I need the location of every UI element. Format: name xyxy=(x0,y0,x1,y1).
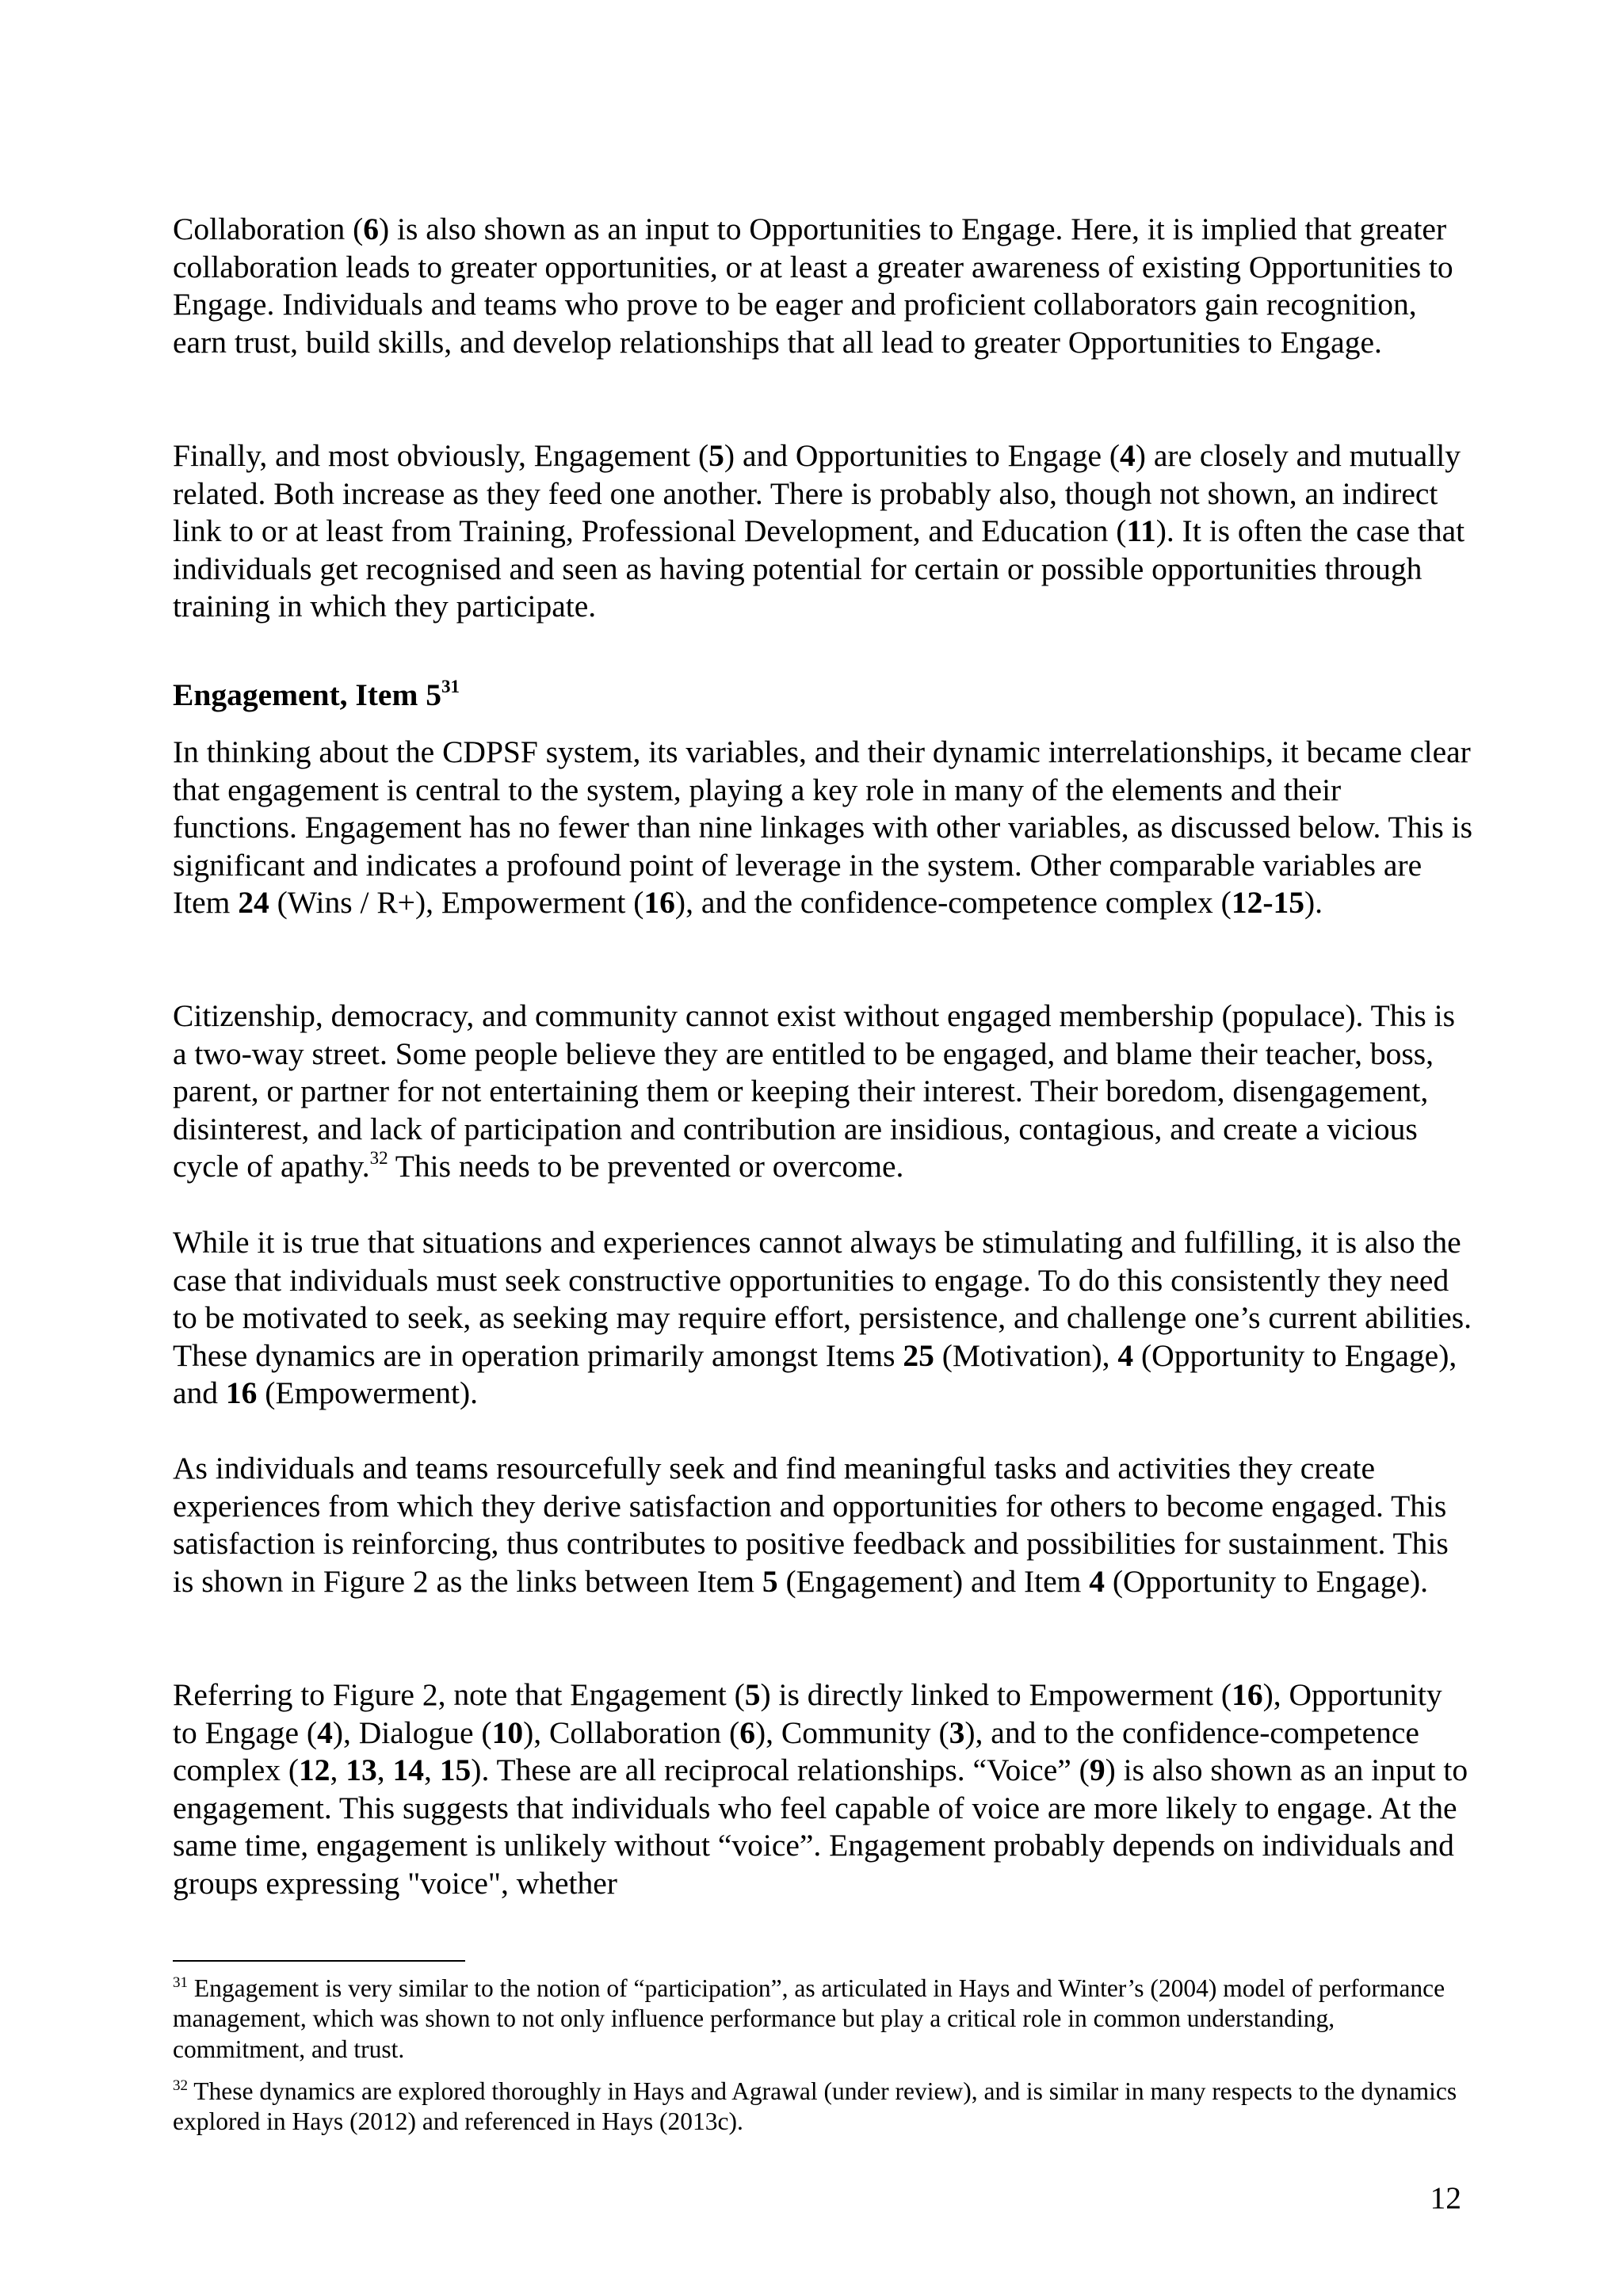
text-run: ) is also shown as an input to Opportunities to Engage. Here, it is implied that greater collaboration leads to greater opportunities, or at least a greater awareness of existing Opportunities to Engage. Individuals and teams who prove to be eager and proficient collaborators gain recognition, earn trust, build skills, and develop relationships that all lead to greater Opportunities to Engage. xyxy=(173,212,1453,360)
footnote-31 xyxy=(173,1974,1472,2065)
text-run: Finally, and most obviously, Engagement ( xyxy=(173,438,709,473)
footnote-separator xyxy=(173,1960,465,1962)
paragraph-engagement-opportunities xyxy=(173,437,1472,626)
footnote-31-text: Engagement is very similar to the notion of “participation”, as articulated in Hays and Winter’s (2004) model of performance management, which was shown to not only influence performance but play a critical role in common understanding, commitment, and trust. xyxy=(173,1974,1445,2063)
item-number: 16 xyxy=(643,885,675,921)
text-run: Citizenship, democracy, and community cannot exist without engaged membership (populace). This is a two-way street. Some people believe they are entitled to be engaged, and blame their teacher, boss, parent, or partner for not entertaining them or keeping their interest. Their boredom, disengagement, disinterest, and lack of participation and contribution are insidious, contagious, and create a vicious cycle of apathy. xyxy=(173,998,1456,1184)
item-number: 11 xyxy=(1126,513,1156,549)
text-run: ), Community ( xyxy=(754,1714,949,1750)
footnote-marker-31: 31 xyxy=(173,1974,188,1991)
item-number: 4 xyxy=(1117,1337,1134,1373)
item-number: 5 xyxy=(744,1677,761,1712)
item-number: 4 xyxy=(317,1714,333,1750)
text-run: ) and Opportunities to Engage ( xyxy=(724,438,1121,473)
text-run: (Empowerment). xyxy=(257,1375,479,1411)
item-number: 6 xyxy=(363,212,379,246)
text-run: Referring to Figure 2, note that Engagement ( xyxy=(173,1677,745,1712)
item-number: 12-15 xyxy=(1231,885,1304,921)
text-run: ), and to the confidence-competence complex ( xyxy=(173,1714,1419,1788)
item-number: 4 xyxy=(1120,438,1136,473)
text-run: Collaboration ( xyxy=(173,212,364,246)
text-run: As individuals and teams resourcefully seek and find meaningful tasks and activities they create experiences from which they derive satisfaction and opportunities for others to become engaged. This satisfaction is reinforcing, thus contributes to positive feedback and possibilities for sustainment. This is shown in Figure 2 as the links between Item xyxy=(173,1451,1449,1599)
paragraph-engagement-central xyxy=(173,734,1472,922)
text-run: ) is also shown as an input to engagement. This suggests that individuals who feel capable of voice are more likely to engage. At the same time, engagement is unlikely without “voice”. Engagement probably depends on individuals and groups expressing "voice", whether xyxy=(173,1753,1468,1901)
paragraph-seek-opportunities xyxy=(173,1224,1472,1413)
text-run: ), Collaboration ( xyxy=(523,1714,740,1750)
text-run: (Motivation), xyxy=(934,1337,1118,1373)
text-run: , xyxy=(330,1753,346,1788)
heading-text: Engagement, Item 5 xyxy=(173,677,441,712)
item-number: 24 xyxy=(238,885,269,921)
paragraph-citizenship xyxy=(173,997,1472,1186)
item-number: 16 xyxy=(225,1375,258,1411)
text-run: ), Dialogue ( xyxy=(332,1714,492,1750)
text-run: , xyxy=(424,1753,440,1788)
footnote-32-text: These dynamics are explored thoroughly in Hays and Agrawal (under review), and is similar in many respects to the dynamics explored in Hays (2012) and referenced in Hays (2013c). xyxy=(173,2077,1457,2136)
section-heading-engagement xyxy=(173,677,460,715)
paragraph-satisfaction xyxy=(173,1450,1472,1600)
item-number: 10 xyxy=(491,1714,524,1750)
footnote-ref-32[interactable]: 32 xyxy=(369,1148,388,1169)
item-number: 15 xyxy=(439,1753,472,1788)
text-run: ). These are all reciprocal relationships. “Voice” ( xyxy=(471,1753,1090,1788)
text-run: (Engagement) and Item xyxy=(777,1563,1090,1599)
paragraph-figure-2-links xyxy=(173,1676,1472,1903)
text-run: ), Opportunity to Engage ( xyxy=(173,1677,1442,1750)
footnote-ref-31[interactable]: 31 xyxy=(441,677,460,696)
item-number: 3 xyxy=(949,1714,965,1750)
item-number: 12 xyxy=(299,1753,330,1788)
item-number: 9 xyxy=(1089,1753,1106,1788)
paragraph-collaboration-input xyxy=(173,211,1472,361)
text-run: (Opportunity to Engage), and xyxy=(173,1337,1457,1411)
text-run: (Wins / R+), Empowerment ( xyxy=(269,885,644,921)
text-run: , xyxy=(376,1753,393,1788)
item-number: 4 xyxy=(1089,1563,1105,1599)
text-run: ) are closely and mutually related. Both increase as they feed one another. There is probably also, though not shown, an indirect link to or at least from Training, Professional Development, and Education ( xyxy=(173,438,1461,549)
item-number: 25 xyxy=(903,1337,934,1373)
text-run: ). It is often the case that individuals get recognised and seen as having potential for certain or possible opportunities through training in which they participate. xyxy=(173,513,1465,624)
text-run: ), and the confidence-competence complex ( xyxy=(674,885,1232,921)
item-number: 16 xyxy=(1232,1677,1263,1712)
text-run: While it is true that situations and experiences cannot always be stimulating and fulfilling, it is also the case that individuals must seek constructive opportunities to engage. To do this consistently they need to be motivated to seek, as seeking may require effort, persistence, and challenge one’s current abilities. These dynamics are in operation primarily amongst Items xyxy=(173,1225,1472,1373)
text-run: This needs to be prevented or overcome. xyxy=(388,1149,904,1184)
item-number: 13 xyxy=(346,1753,377,1788)
item-number: 5 xyxy=(708,438,724,473)
item-number: 6 xyxy=(739,1714,755,1750)
footnote-32 xyxy=(173,2077,1472,2138)
text-run: ) is directly linked to Empowerment ( xyxy=(760,1677,1232,1712)
text-run: (Opportunity to Engage). xyxy=(1104,1563,1429,1599)
footnote-marker-32: 32 xyxy=(173,2077,188,2094)
text-run: In thinking about the CDPSF system, its variables, and their dynamic interrelationships, it became clear that engagement is central to the system, playing a key role in many of the elements and their functions. Engagement has no fewer than nine linkages with other variables, as discussed below. This is significant and indicates a profound point of leverage in the system. Other comparable variables are Item xyxy=(173,734,1472,921)
text-run: ). xyxy=(1304,885,1323,921)
item-number: 14 xyxy=(392,1753,425,1788)
page-number: 12 xyxy=(1430,2180,1461,2215)
item-number: 5 xyxy=(762,1563,778,1599)
